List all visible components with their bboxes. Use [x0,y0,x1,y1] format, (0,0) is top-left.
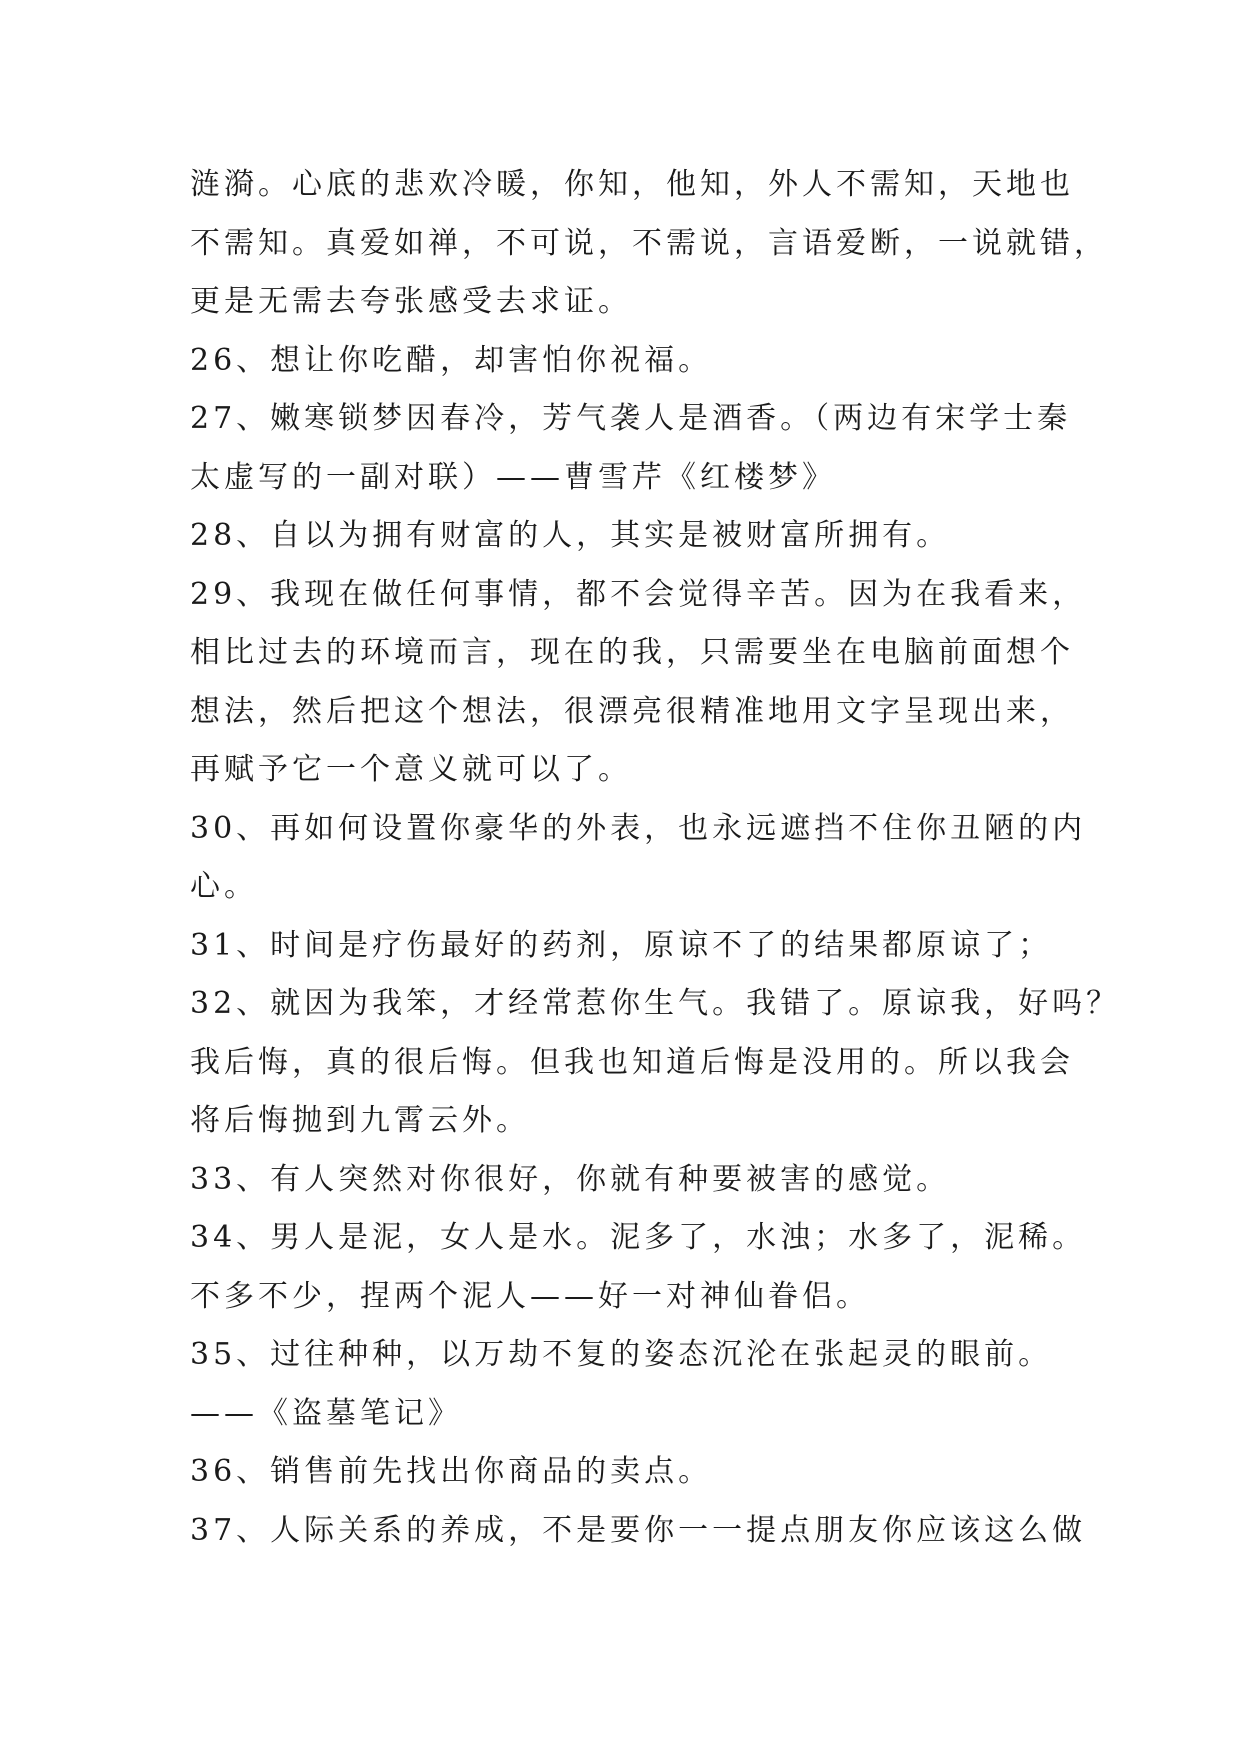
text-line: 我后悔，真的很后悔。但我也知道后悔是没用的。所以我会 [190,1044,1074,1080]
text-line: 36、销售前先找出你商品的卖点。 [190,1454,713,1489]
text-line: 涟漪。心底的悲欢冷暖，你知，他知，外人不需知，天地也 [190,167,1074,202]
text-line: 29、我现在做任何事情，都不会觉得辛苦。因为在我看来， [190,576,1087,612]
text-line: 28、自以为拥有财富的人，其实是被财富所拥有。 [190,518,951,553]
text-line: 30、再如何设置你豪华的外表，也永远遮挡不住你丑陋的内 [190,810,1087,846]
text-line: 再赋予它一个意义就可以了。 [190,752,632,787]
text-line: 将后悔抛到九霄云外。 [190,1103,530,1138]
text-line: ——《盗墓笔记》 [190,1395,462,1431]
text-line: 心。 [190,869,258,904]
text-line: 更是无需去夸张感受去求证。 [190,284,632,319]
text-line: 不需知。真爱如禅，不可说，不需说，言语爱断，一说就错， [190,225,1108,261]
text-line: 不多不少，捏两个泥人——好一对神仙眷侣。 [190,1278,870,1314]
text-line: 31、时间是疗伤最好的药剂，原谅不了的结果都原谅了； [190,927,1053,963]
text-line: 32、就因为我笨，才经常惹你生气。我错了。原谅我，好吗？ [190,986,1121,1021]
text-line: 27、嫩寒锁梦因春冷，芳气袭人是酒香。（两边有宋学士秦 [190,401,1072,436]
text-line: 26、想让你吃醋，却害怕你祝福。 [190,342,713,378]
text-line: 37、人际关系的养成，不是要你一一提点朋友你应该这么做 [190,1512,1087,1548]
document-body [190,156,1121,1560]
text-line: 太虚写的一副对联）——曹雪芹《红楼梦》 [190,459,836,495]
text-line: 相比过去的环境而言，现在的我，只需要坐在电脑前面想个 [190,635,1074,670]
text-line: 33、有人突然对你很好，你就有种要被害的感觉。 [190,1161,951,1197]
text-line: 34、男人是泥，女人是水。泥多了，水浊；水多了，泥稀。 [190,1220,1087,1255]
text-line: 想法，然后把这个想法，很漂亮很精准地用文字呈现出来， [190,693,1074,729]
text-line: 35、过往种种，以万劫不复的姿态沉沦在张起灵的眼前。 [190,1337,1053,1372]
